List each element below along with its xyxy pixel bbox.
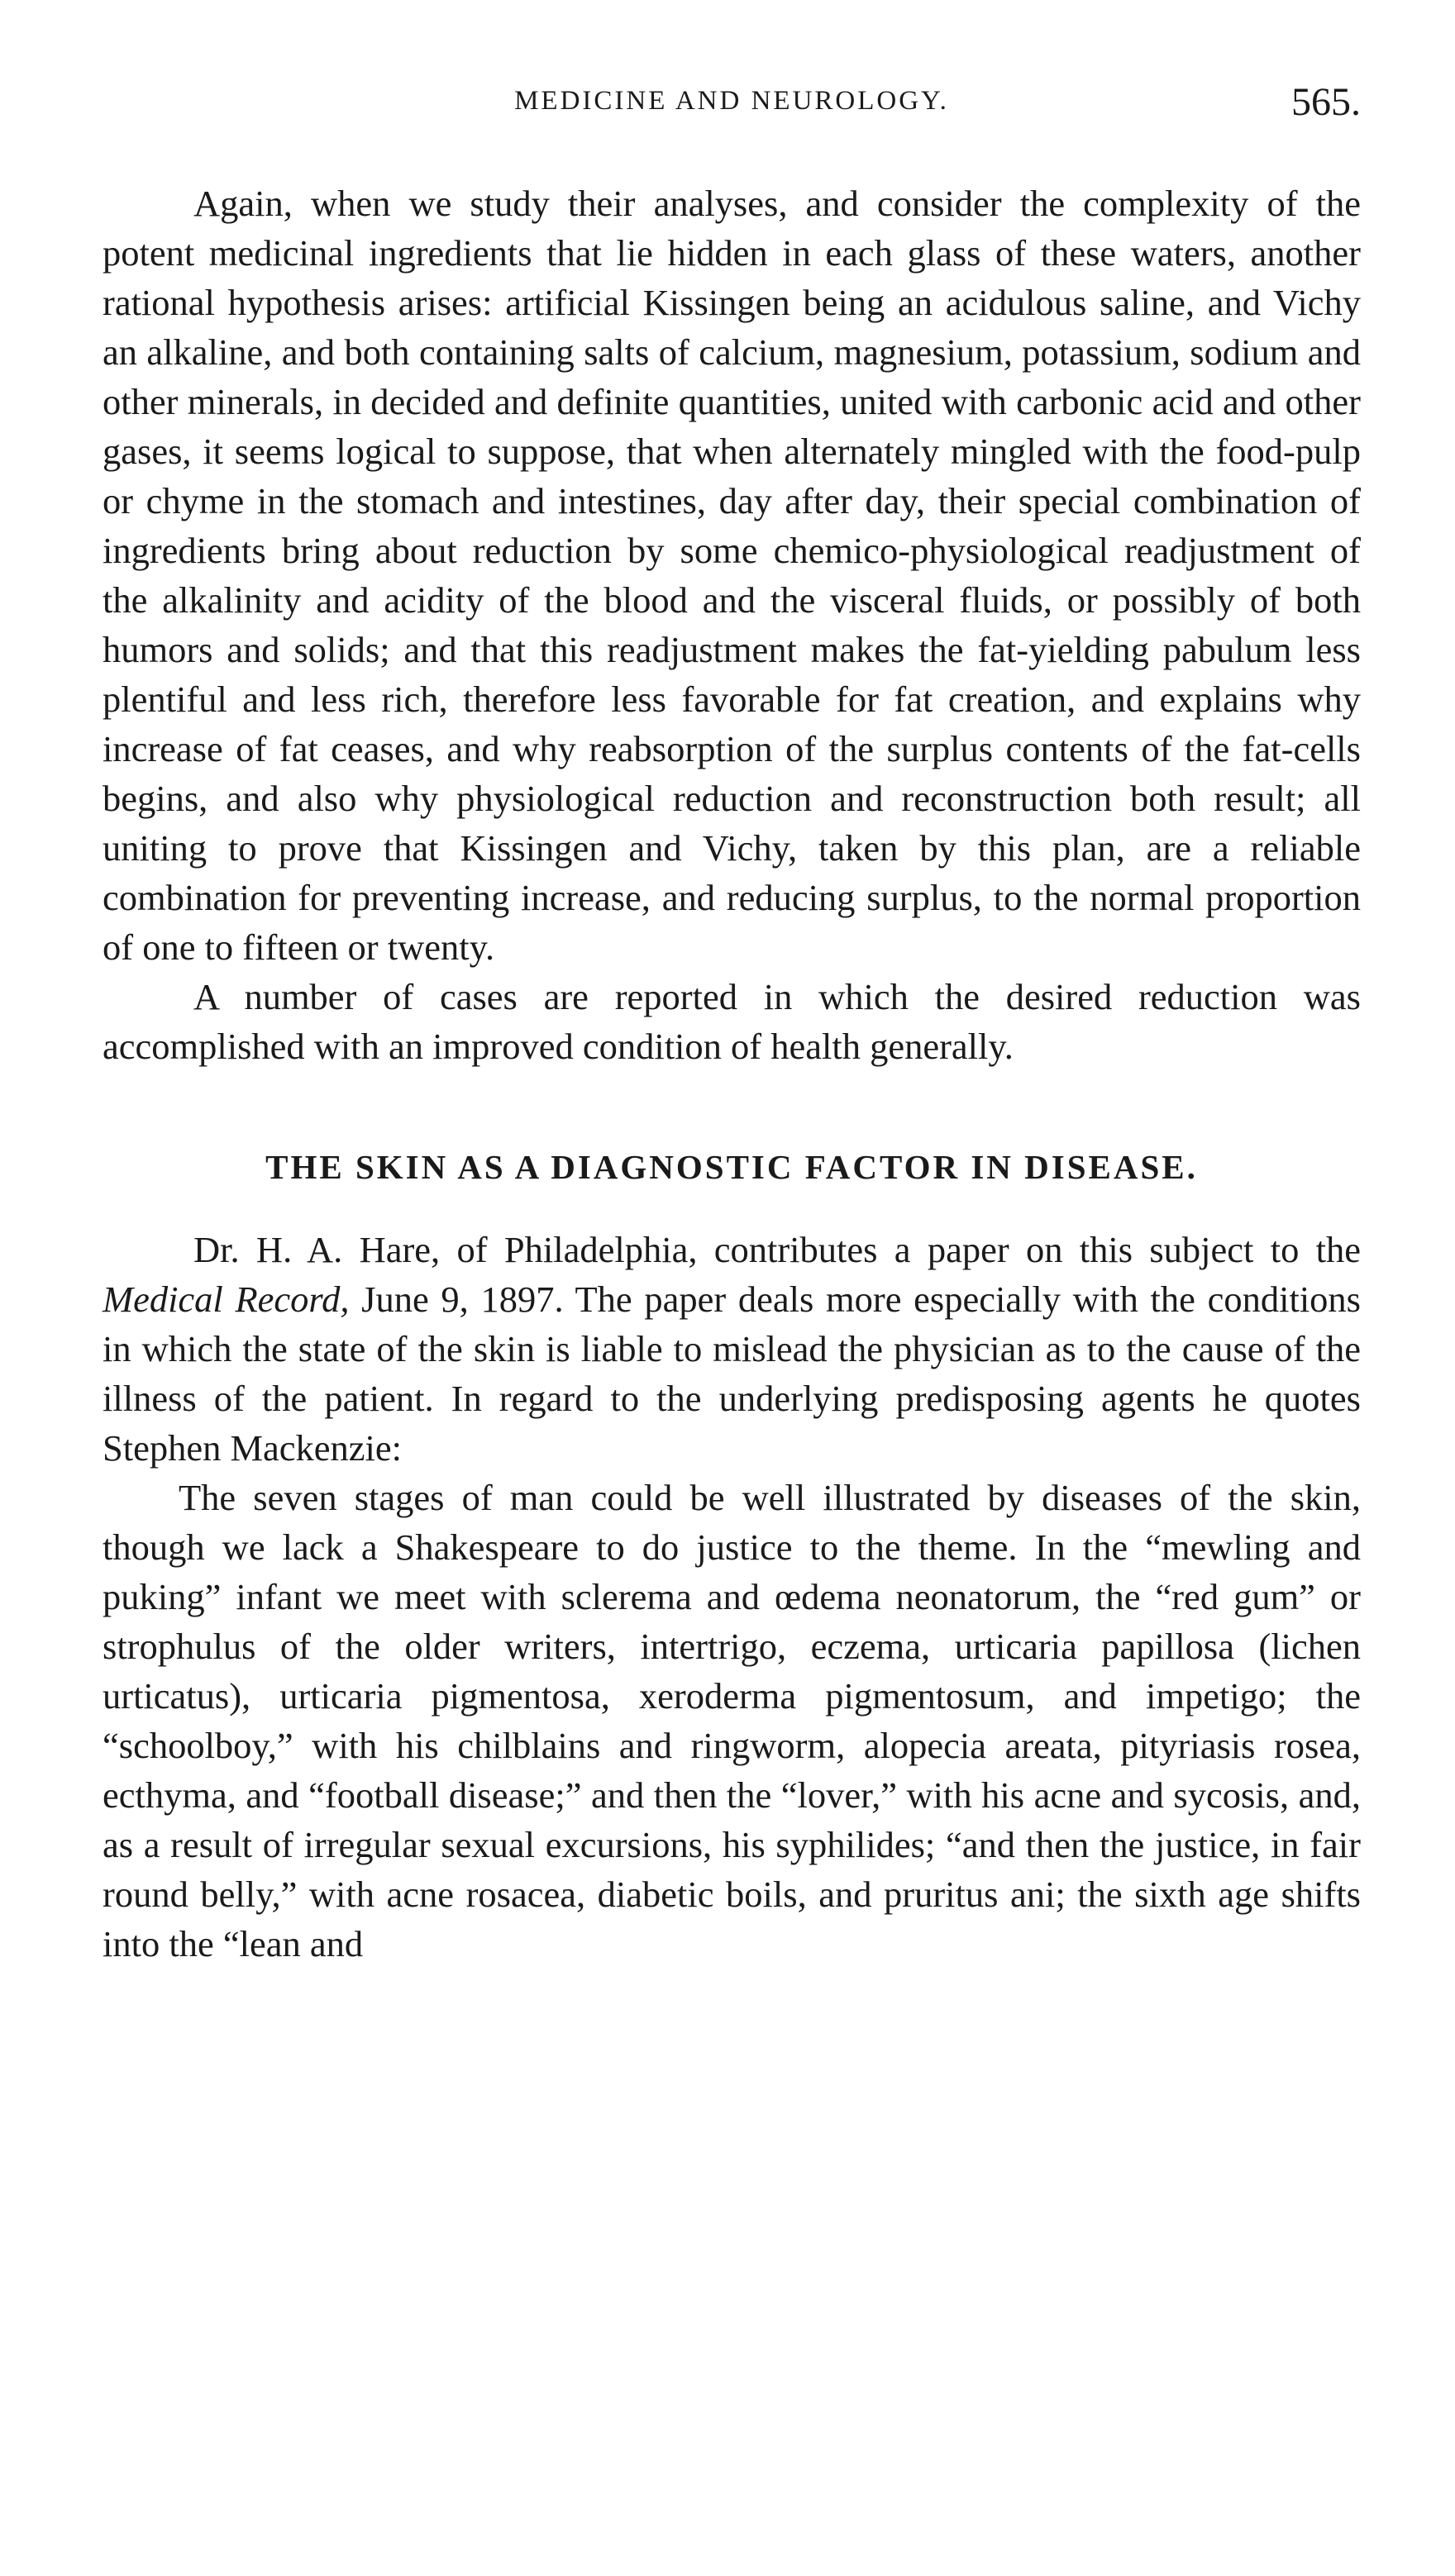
section-paragraph-1-tail: June 9, 1897. The paper deals more especially with the conditions in which the state of the skin is liable to mislead the physician as to the cause of the illness of the patient. In regard to the underlying predisposing agents he quotes Stephen Mackenzie: (103, 1278, 1361, 1469)
quoted-passage: The seven stages of man could be well illustrated by diseases of the skin, though we lack a Shakespeare to do justice to the theme. In the “mewling and puking” infant we meet with sclerema and œdema neonatorum, the “red gum” or strophulus of the older writers, intertrigo, eczema, urticaria papillosa (lichen urticatus), urticaria pigmentosa, xeroderma pigmentosum, and impetigo; the “schoolboy,” with his chilblains and ringworm, alopecia areata, pityriasis rosea, ecthyma, and “football disease;” and then the “lover,” with his acne and sycosis, and, as a result of irregular sexual excursions, his syphilides; “and then the justice, in fair round belly,” with acne rosacea, diabetic boils, and pruritus ani; the sixth age shifts into the “lean and (103, 1477, 1361, 1964)
section-paragraph-1 (103, 1225, 1361, 1473)
running-head (103, 80, 1361, 140)
section-heading: THE SKIN AS A DIAGNOSTIC FACTOR IN DISEASE. (265, 1148, 1198, 1186)
running-title: MEDICINE AND NEUROLOGY. (514, 86, 949, 116)
page-number: 565. (1291, 80, 1361, 124)
body-paragraph-1: Again, when we study their analyses, and consider the complexity of the potent medicinal ingredients that lie hidden in each glass of these waters, another rational hypothesis arises: artificial Kissingen being an acidulous saline, and Vichy an alkaline, and both containing salts of calcium, magnesium, potassium, sodium and other minerals, in decided and definite quantities, united with carbonic acid and other gases, it seems logical to suppose, that when alternately mingled with the food-pulp or chyme in the stomach and intestines, day after day, their special combination of ingredients bring about reduction by some chemico-physiological readjustment of the alkalinity and acidity of the blood and the visceral fluids, or possibly of both humors and solids; and that this readjustment makes the fat-yielding pabulum less plentiful and less rich, therefore less favorable for fat creation, and explains why increase of fat ceases, and why reabsorption of the surplus contents of the fat-cells begins, and also why physiological reduction and reconstruction both result; all uniting to prove that Kissingen and Vichy, taken by this plan, are a reliable combination for preventing increase, and reducing surplus, to the normal proportion of one to fifteen or twenty. (103, 183, 1361, 968)
journal-name: Medical Record, (103, 1278, 350, 1320)
body-paragraph-2: A number of cases are reported in which the desired reduction was accomplished with an improved condition of health generally. (103, 976, 1361, 1067)
book-page (103, 80, 1361, 1969)
section-paragraph-1-lead: Dr. H. A. Hare, of Philadelphia, contributes a paper on this subject to the (193, 1229, 1361, 1270)
